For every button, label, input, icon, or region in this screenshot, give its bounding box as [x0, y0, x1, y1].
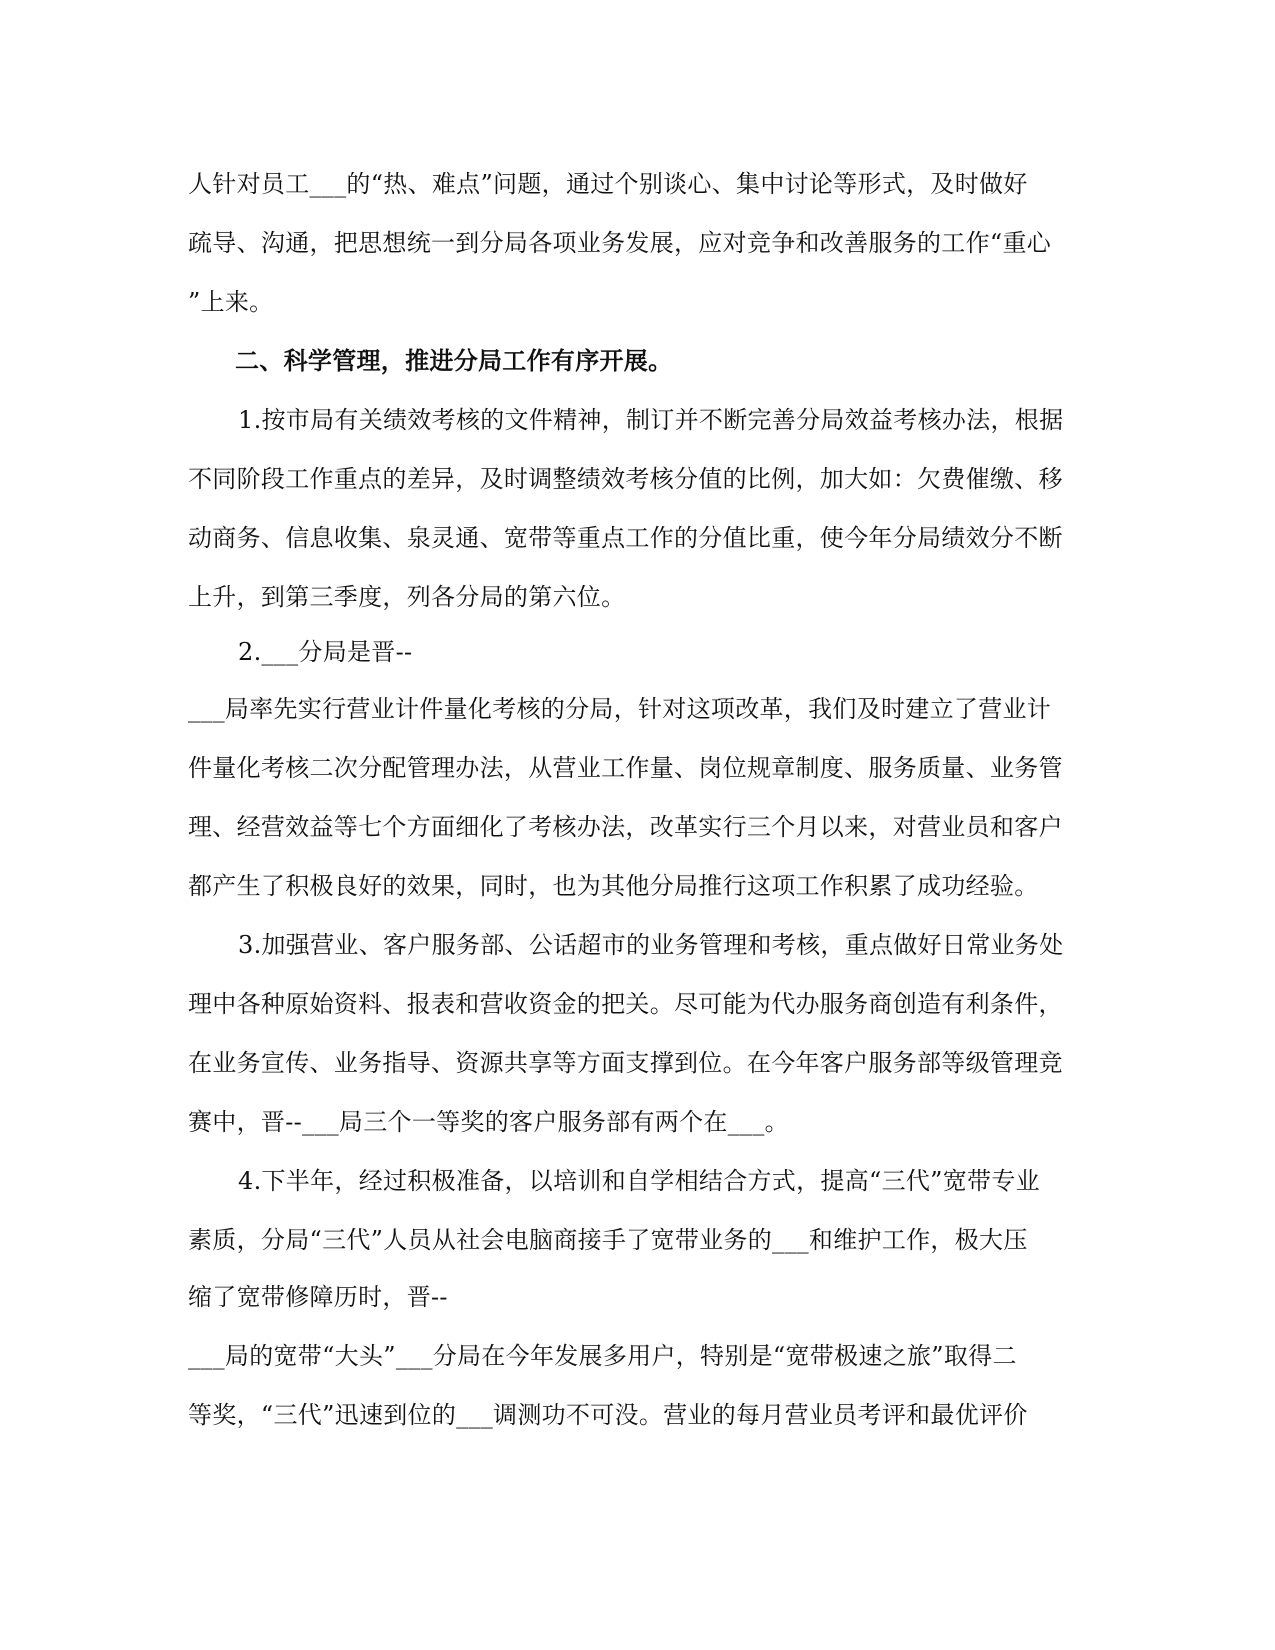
paragraph-4-line: 素质，分局“三代”人员从社会电脑商接手了宽带业务的___和维护工作，极大压	[188, 1226, 1028, 1254]
paragraph-2-line: 2.___分局是晋--	[238, 638, 413, 666]
paragraph-3-line: 理中各种原始资料、报表和营收资金的把关。尽可能为代办服务商创造有利条件，	[188, 990, 1063, 1018]
paragraph-4-line: ___局的宽带“大头”___分局在今年发展多用户，特别是“宽带极速之旅”取得二	[188, 1342, 1017, 1370]
body-text-line: 疏导、沟通，把思想统一到分局各项业务发展，应对竞争和改善服务的工作“重心	[188, 229, 1052, 257]
paragraph-4-line: 缩了宽带修障历时，晋--	[188, 1283, 448, 1311]
paragraph-1-line: 上升，到第三季度，列各分局的第六位。	[188, 583, 626, 611]
paragraph-3-line: 在业务宣传、业务指导、资源共享等方面支撑到位。在今年客户服务部等级管理竞	[188, 1049, 1063, 1077]
paragraph-1-line: 动商务、信息收集、泉灵通、宽带等重点工作的分值比重，使今年分局绩效分不断	[188, 524, 1063, 552]
paragraph-4-line: 等奖，“三代”迅速到位的___调测功不可没。营业的每月营业员考评和最优评价	[188, 1401, 1028, 1429]
paragraph-2-line: 理、经营效益等七个方面细化了考核办法，改革实行三个月以来，对营业员和客户	[188, 813, 1063, 841]
paragraph-2-line: 都产生了积极良好的效果，同时，也为其他分局推行这项工作积累了成功经验。	[188, 872, 1039, 900]
paragraph-4-line: 4.下半年，经过积极准备，以培训和自学相结合方式，提高“三代”宽带专业	[238, 1167, 1040, 1195]
body-text-line: 人针对员工___的“热、难点”问题，通过个别谈心、集中讨论等形式，及时做好	[188, 170, 1028, 198]
paragraph-3-line: 赛中，晋--___局三个一等奖的客户服务部有两个在___。	[188, 1108, 789, 1136]
paragraph-2-line: 件量化考核二次分配管理办法，从营业工作量、岗位规章制度、服务质量、业务管	[188, 754, 1063, 782]
paragraph-1-line: 1.按市局有关绩效考核的文件精神，制订并不断完善分局效益考核办法，根据	[238, 406, 1064, 434]
paragraph-1-line: 不同阶段工作重点的差异，及时调整绩效考核分值的比例，加大如：欠费催缴、移	[188, 465, 1063, 493]
body-text-line: ”上来。	[188, 288, 274, 316]
paragraph-3-line: 3.加强营业、客户服务部、公话超市的业务管理和考核，重点做好日常业务处	[238, 931, 1064, 959]
section-heading: 二、科学管理，推进分局工作有序开展。	[235, 346, 673, 375]
paragraph-2-line: ___局率先实行营业计件量化考核的分局，针对这项改革，我们及时建立了营业计	[188, 695, 1052, 723]
